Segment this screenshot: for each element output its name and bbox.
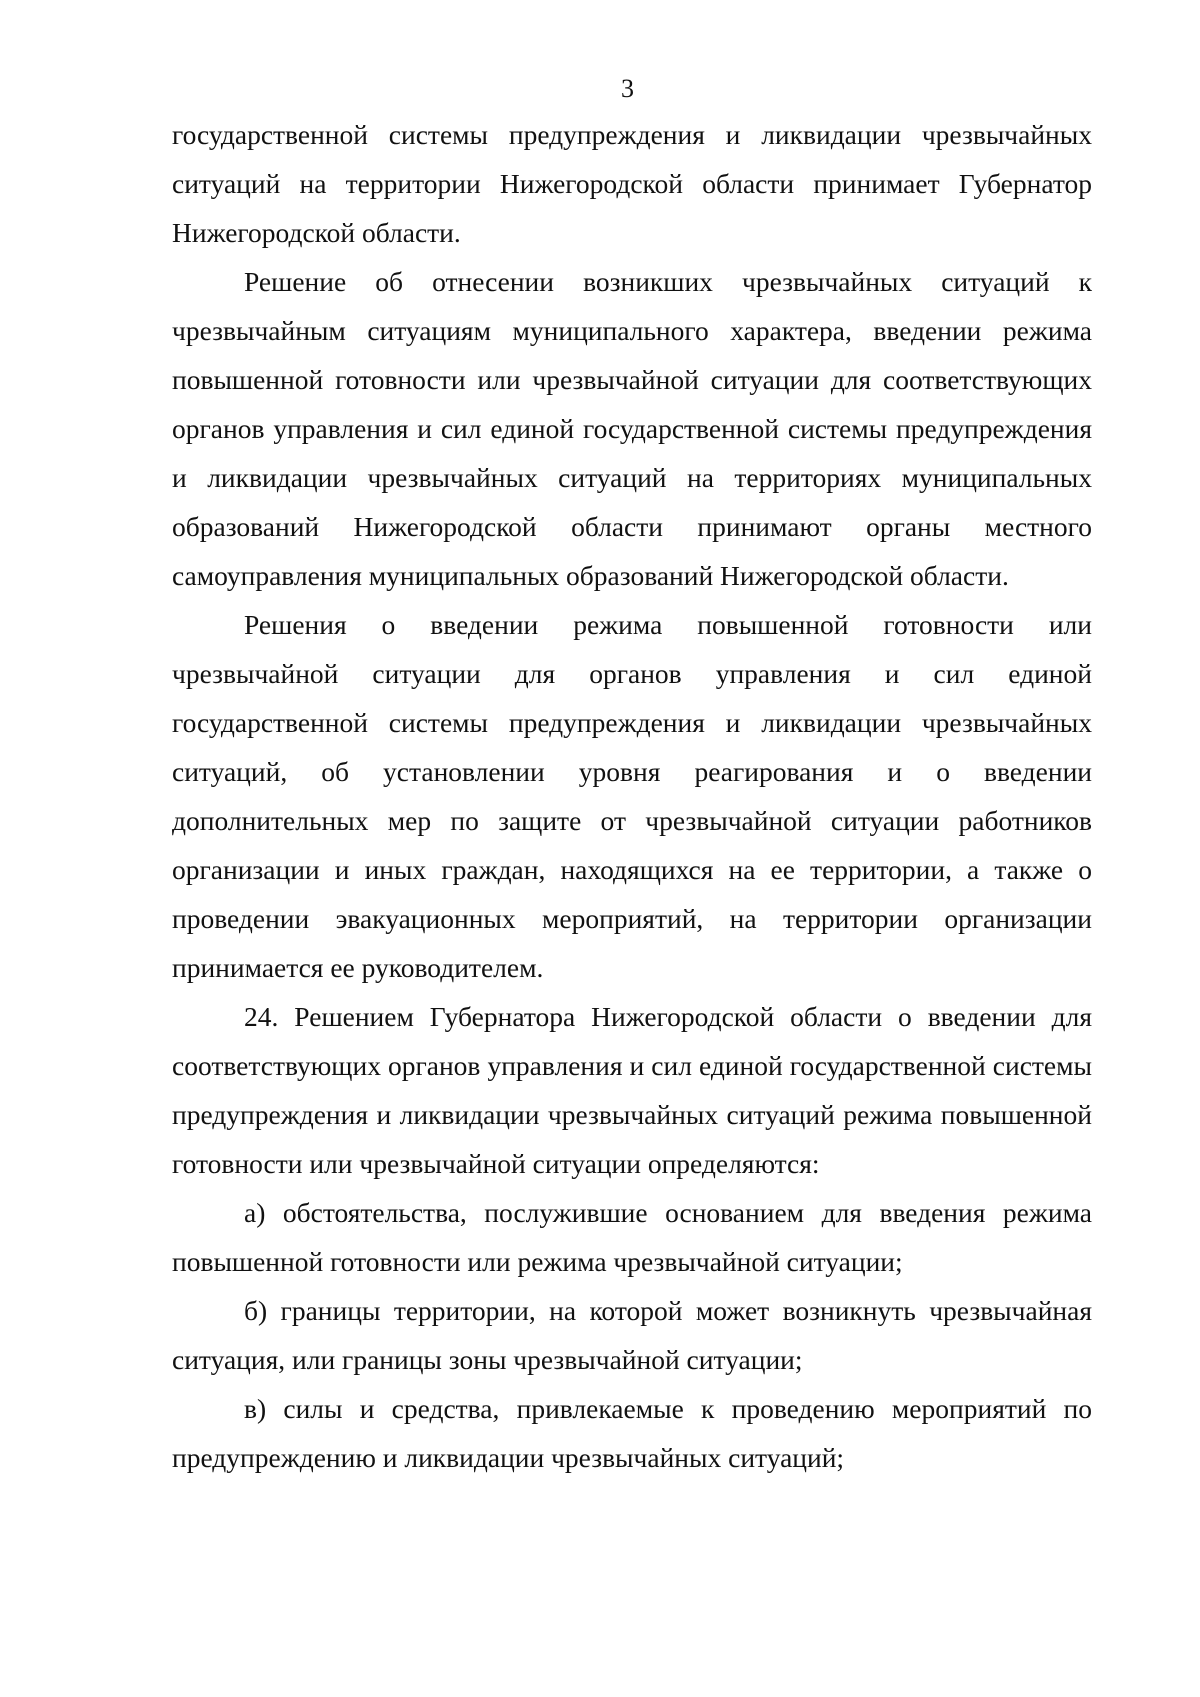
paragraph-organization-decision: Решения о введении режима повышенной готовности или чрезвычайной ситуации для органов управления и сил единой государственной системы предупреждения и ликвидации чрезвычайных ситуаций, об установлении уровня реагирования и о введении дополнительных мер по защите от чрезвычайной ситуации работников организации и иных граждан, находящихся на ее территории, а также о проведении эвакуационных мероприятий, на территории организации принимается ее руководителем. <box>172 609 1092 983</box>
paragraph-subitem-a: а) обстоятельства, послужившие основанием для введения режима повышенной готовности или режима чрезвычайной ситуации; <box>172 1197 1092 1277</box>
paragraph-municipal-decision: Решение об отнесении возникших чрезвычайных ситуаций к чрезвычайным ситуациям муниципального характера, введении режима повышенной готовности или чрезвычайной ситуации для соответствующих органов управления и сил единой государственной системы предупреждения и ликвидации чрезвычайных ситуаций на территориях муниципальных образований Нижегородской области принимают органы местного самоуправления муниципальных образований Нижегородской области. <box>172 266 1092 591</box>
body-text <box>172 110 1092 1482</box>
paragraph-item-24: 24. Решением Губернатора Нижегородской области о введении для соответствующих органов управления и сил единой государственной системы предупреждения и ликвидации чрезвычайных ситуаций режима повышенной готовности или чрезвычайной ситуации определяются: <box>172 1001 1092 1179</box>
page-number: 3 <box>621 74 634 103</box>
paragraph-continuation: государственной системы предупреждения и ликвидации чрезвычайных ситуаций на территории Нижегородской области принимает Губернатор Нижегородской области. <box>172 119 1092 248</box>
paragraph-subitem-v: в) силы и средства, привлекаемые к проведению мероприятий по предупреждению и ликвидации чрезвычайных ситуаций; <box>172 1393 1092 1473</box>
paragraph-subitem-b: б) границы территории, на которой может возникнуть чрезвычайная ситуация, или границы зоны чрезвычайной ситуации; <box>172 1295 1092 1375</box>
